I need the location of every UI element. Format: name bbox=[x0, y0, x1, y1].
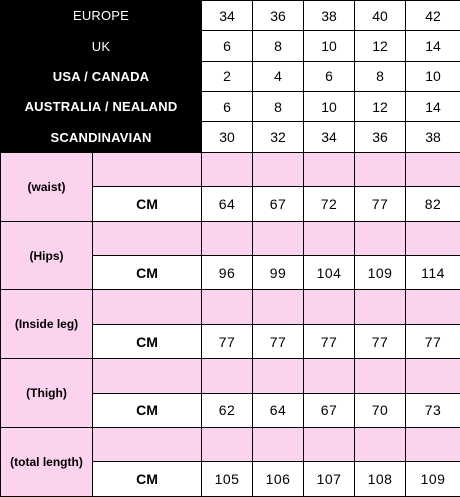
size-value-cell: 10 bbox=[406, 61, 460, 91]
size-value-cell: 10 bbox=[304, 31, 355, 61]
size-value-cell: 36 bbox=[253, 1, 304, 31]
unit-label: CM bbox=[93, 187, 202, 221]
region-label: AUSTRALIA / NEALAND bbox=[1, 92, 202, 122]
region-label: UK bbox=[1, 31, 202, 61]
measurement-label: (waist) bbox=[1, 152, 93, 221]
size-value-cell: 34 bbox=[304, 122, 355, 152]
measurement-value-cell: 105 bbox=[202, 462, 253, 497]
unit-label: CM bbox=[93, 324, 202, 358]
measurement-label: (Hips) bbox=[1, 221, 93, 290]
measurement-value-cell: 82 bbox=[406, 187, 460, 221]
measurement-value-cell: 70 bbox=[355, 393, 406, 427]
size-value-cell: 6 bbox=[202, 92, 253, 122]
measurement-value-cell: 77 bbox=[304, 324, 355, 358]
pink-band-cell bbox=[406, 290, 460, 324]
size-value-cell: 42 bbox=[406, 1, 460, 31]
pink-band-cell bbox=[406, 152, 460, 186]
measurement-value-cell: 72 bbox=[304, 187, 355, 221]
pink-band-cell bbox=[253, 221, 304, 255]
measurement-value-cell: 62 bbox=[202, 393, 253, 427]
pink-band-cell bbox=[355, 359, 406, 393]
pink-band-cell bbox=[406, 221, 460, 255]
region-label: EUROPE bbox=[1, 1, 202, 31]
region-row bbox=[1, 61, 460, 91]
measurement-band-row bbox=[1, 290, 460, 324]
size-value-cell: 38 bbox=[406, 122, 460, 152]
measurement-value-cell: 96 bbox=[202, 256, 253, 290]
pink-band-cell bbox=[304, 428, 355, 462]
size-chart-body bbox=[1, 1, 460, 497]
measurement-band-row bbox=[1, 359, 460, 393]
size-value-cell: 40 bbox=[355, 1, 406, 31]
pink-band-cell bbox=[202, 221, 253, 255]
pink-band-cell bbox=[253, 290, 304, 324]
size-value-cell: 34 bbox=[202, 1, 253, 31]
size-value-cell: 6 bbox=[304, 61, 355, 91]
unit-label: CM bbox=[93, 462, 202, 497]
pink-band-cell bbox=[202, 290, 253, 324]
measurement-value-cell: 67 bbox=[253, 187, 304, 221]
pink-band-cell bbox=[202, 152, 253, 186]
measurement-label: (total length) bbox=[1, 428, 93, 497]
pink-band-cell bbox=[304, 152, 355, 186]
measurement-value-cell: 77 bbox=[253, 324, 304, 358]
measurement-label: (Inside leg) bbox=[1, 290, 93, 359]
measurement-band-row bbox=[1, 152, 460, 186]
measurement-value-cell: 77 bbox=[202, 324, 253, 358]
measurement-label: (Thigh) bbox=[1, 359, 93, 428]
size-value-cell: 14 bbox=[406, 31, 460, 61]
pink-band-cell bbox=[406, 359, 460, 393]
pink-band-cell bbox=[253, 359, 304, 393]
pink-band-cell bbox=[253, 152, 304, 186]
measurement-value-cell: 104 bbox=[304, 256, 355, 290]
size-value-cell: 14 bbox=[406, 92, 460, 122]
size-value-cell: 12 bbox=[355, 92, 406, 122]
pink-band-cell bbox=[355, 290, 406, 324]
pink-band-cell bbox=[355, 152, 406, 186]
measurement-value-cell: 108 bbox=[355, 462, 406, 497]
size-value-cell: 8 bbox=[355, 61, 406, 91]
region-row bbox=[1, 31, 460, 61]
measurement-value-cell: 114 bbox=[406, 256, 460, 290]
pink-band-cell bbox=[93, 290, 202, 324]
unit-label: CM bbox=[93, 393, 202, 427]
measurement-value-cell: 107 bbox=[304, 462, 355, 497]
pink-band-cell bbox=[93, 221, 202, 255]
size-value-cell: 12 bbox=[355, 31, 406, 61]
measurement-band-row bbox=[1, 221, 460, 255]
measurement-value-cell: 99 bbox=[253, 256, 304, 290]
pink-band-cell bbox=[202, 428, 253, 462]
pink-band-cell bbox=[93, 359, 202, 393]
unit-label: CM bbox=[93, 256, 202, 290]
measurement-value-cell: 109 bbox=[355, 256, 406, 290]
measurement-value-cell: 77 bbox=[355, 324, 406, 358]
size-value-cell: 30 bbox=[202, 122, 253, 152]
pink-band-cell bbox=[93, 428, 202, 462]
size-value-cell: 10 bbox=[304, 92, 355, 122]
pink-band-cell bbox=[93, 152, 202, 186]
pink-band-cell bbox=[406, 428, 460, 462]
size-value-cell: 8 bbox=[253, 31, 304, 61]
measurement-value-cell: 67 bbox=[304, 393, 355, 427]
region-row bbox=[1, 122, 460, 152]
measurement-band-row bbox=[1, 428, 460, 462]
measurement-value-cell: 109 bbox=[406, 462, 460, 497]
pink-band-cell bbox=[202, 359, 253, 393]
pink-band-cell bbox=[304, 359, 355, 393]
region-row bbox=[1, 92, 460, 122]
pink-band-cell bbox=[355, 428, 406, 462]
measurement-value-cell: 73 bbox=[406, 393, 460, 427]
measurement-value-cell: 77 bbox=[406, 324, 460, 358]
region-label: USA / CANADA bbox=[1, 61, 202, 91]
size-value-cell: 36 bbox=[355, 122, 406, 152]
size-value-cell: 38 bbox=[304, 1, 355, 31]
measurement-value-cell: 106 bbox=[253, 462, 304, 497]
size-value-cell: 2 bbox=[202, 61, 253, 91]
measurement-value-cell: 64 bbox=[202, 187, 253, 221]
region-row bbox=[1, 1, 460, 31]
measurement-value-cell: 64 bbox=[253, 393, 304, 427]
size-value-cell: 4 bbox=[253, 61, 304, 91]
region-label: SCANDINAVIAN bbox=[1, 122, 202, 152]
size-value-cell: 6 bbox=[202, 31, 253, 61]
pink-band-cell bbox=[355, 221, 406, 255]
size-value-cell: 32 bbox=[253, 122, 304, 152]
pink-band-cell bbox=[253, 428, 304, 462]
pink-band-cell bbox=[304, 290, 355, 324]
size-value-cell: 8 bbox=[253, 92, 304, 122]
pink-band-cell bbox=[304, 221, 355, 255]
measurement-value-cell: 77 bbox=[355, 187, 406, 221]
